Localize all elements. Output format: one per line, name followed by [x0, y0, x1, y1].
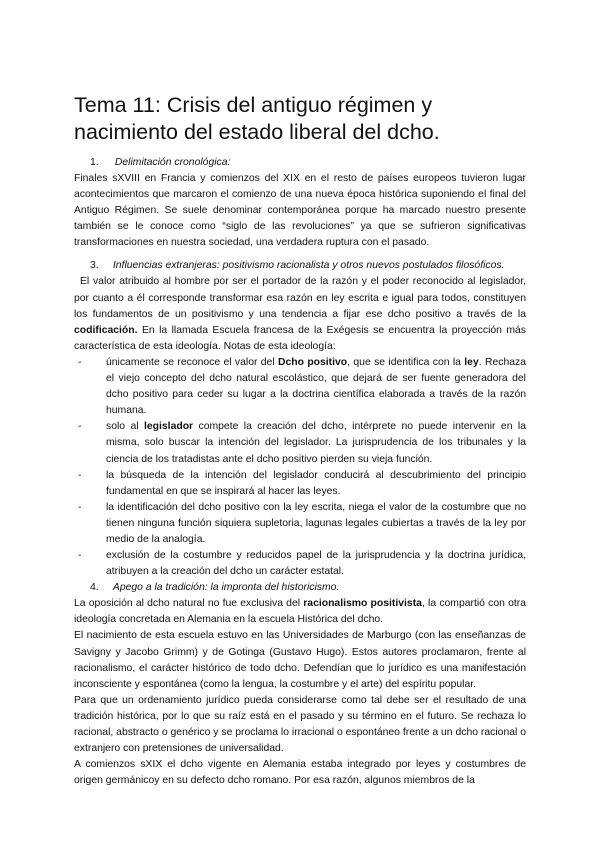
section-label: Apego a la tradición: la impronta del historicismo.: [112, 582, 340, 594]
section-heading-3: [80, 258, 526, 274]
section-number: 3.: [90, 260, 99, 272]
paragraph-intro: Finales sXVIII en Francia y comienzos del XIX en el resto de países europeos tuvieron lugar acontecimientos que marcaron el comienzo de una nueva época histórica suponiendo el final del Antiguo Régimen. Se suele denominar contemporánea porque ha marcado nuestro presente también se le conoce como “siglo de las revoluciones” ya que se sufrieron significativas transformaciones en nuestra sociedad, una verdadera ruptura con el pasado.: [74, 173, 526, 249]
paragraph-germany: A comienzos sXIX el dcho vigente en Alemania estaba integrado por leyes y costumbres de origen germánicoy en su defecto dcho romano. Por esa razón, algunos miembros de la: [74, 759, 526, 787]
page-title: Tema 11: Crisis del antiguo régimen y nacimiento del estado liberal del dcho.: [74, 93, 440, 144]
section-label: Influencias extranjeras: positivismo racionalista y otros nuevos postulados filosóficos.: [112, 260, 505, 272]
list-item: - únicamente se reconoce el valor del Dcho positivo, que se identifica con la ley. Rechaza el viejo concepto del dcho natural escolástico, que dejará de ser fuente generadora del dcho positivo para ceder su lugar a la doctrina científica elaborada a través de la razón humana.: [106, 355, 526, 419]
list-item: - solo al legislador compete la creación del dcho, intérprete no puede intervenir en la misma, solo buscar la intención del legislador. La jurisprudencia de los tribunales y la ciencia de los tratadistas ante el dcho positivo pierden su vieja función.: [106, 419, 526, 467]
paragraph-opposition: La oposición al dcho natural no fue exclusiva del racionalismo positivista, la compartió con otra ideología concretada en Alemania en la escuela Histórica del dcho.: [74, 598, 526, 626]
section-heading-1: [74, 155, 526, 171]
paragraph-school-origin: El nacimiento de esta escuela estuvo en las Universidades de Marburgo (con las enseñanzas de Savigny y Jacobo Grimm) y de Gotinga (Gustavo Hugo). Estos autores proclamaron, frente al racionalismo, el carácter histórico de todo dcho. Defendían que lo jurídico es una manifestación inconsciente y espontánea (como la lengua, la costumbre y el arte) del espíritu popular.: [74, 630, 526, 690]
section-heading-4: [80, 580, 526, 596]
paragraph-tradition: Para que un ordenamiento jurídico pueda considerarse como tal debe ser el resultado de una tradición histórica, por lo que su raíz está en el pasado y su término en el futuro. Se rechaza lo racional, abstracto o genérico y se proclama lo irracional o espontáneo frente a un dcho racional o extranjero con pretensiones de universalidad.: [74, 694, 526, 755]
ideology-notes-list: [74, 355, 526, 580]
list-item: - la identificación del dcho positivo con la ley escrita, niega el valor de la costumbre que no tienen ninguna función siquiera supletoria, lagunas legales cubiertas a través de la ley por medio de la analogía.: [106, 500, 526, 548]
list-item: - exclusión de la costumbre y reducidos papel de la jurisprudencia y la doctrina jurídica, atribuyen a la creación del dcho un carácter estatal.: [106, 548, 526, 580]
section-number: 4.: [90, 582, 99, 594]
paragraph-positivism: El valor atribuido al hombre por ser el portador de la razón y el poder reconocido al legislador, por cuanto a él corresponde transformar esa razón en ley escrita e igual para todos, constituyen los fundamentos de un positivismo y una tendencia a fijar ese dcho positivo a través de la codificación. En la llamada Escuela francesa de la Exégesis se encuentra la proyección más característica de esta ideología. Notas de esta ideología:: [74, 276, 526, 352]
section-number: 1.: [90, 157, 99, 168]
list-item: - la búsqueda de la intención del legislador conducirá al descubrimiento del principio fundamental en que se inspirará al hacer las leyes.: [106, 468, 526, 500]
section-label: Delimitación cronológica:: [114, 157, 231, 168]
